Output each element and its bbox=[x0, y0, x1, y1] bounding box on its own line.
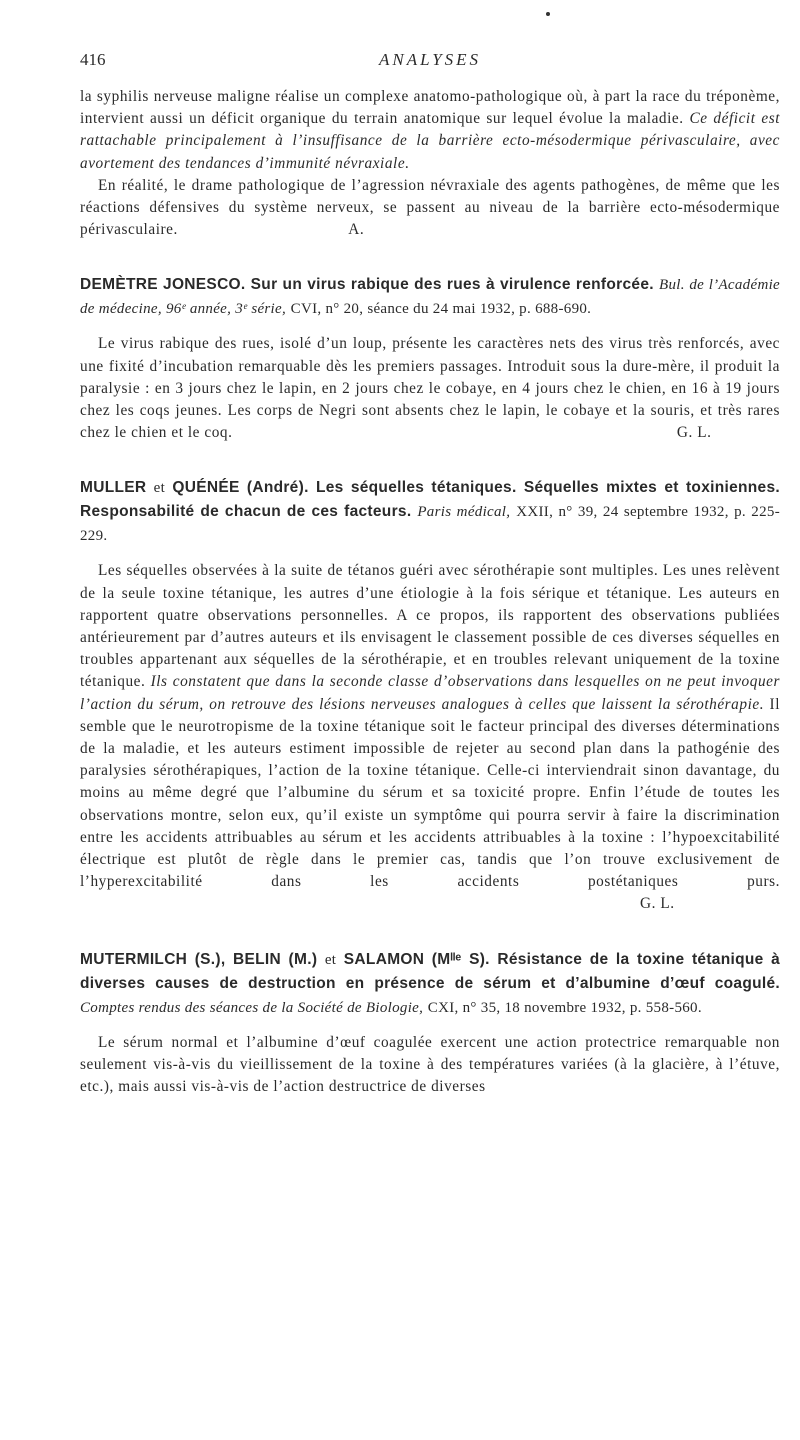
signature: G. L. bbox=[640, 895, 675, 913]
running-title: ANALYSES bbox=[378, 50, 482, 69]
entry-connector: et bbox=[153, 480, 166, 497]
abstract-entry bbox=[80, 476, 780, 915]
page-header bbox=[80, 50, 780, 80]
entry-summary: Le sérum normal et l’albumine d’œuf coagulée exercent une action protectrice remarquable non seulement vis-à-vis du vieillissement de la toxine à des températures variées (à la glacière, à l’étuve, etc.), mais aussi vis-à-vis de l’action destructrice de diverses bbox=[80, 1033, 780, 1096]
entry-summary-italic: Ils constatent que dans la seconde classe d’observations dans lesquelles on ne peut invoquer l’action du sérum, on retrouve des lésions nerveuses analogues à celles que laissent la sérothérapie. bbox=[80, 673, 780, 713]
entry-authors: MULLER bbox=[80, 479, 147, 497]
entry-authors-2: QUÉNÉE (André). bbox=[172, 479, 309, 497]
entry-citation: Bul. de l’Académie de médecine, 96ᵉ année, 3ᵉ série, bbox=[80, 277, 780, 318]
entry-authors-2: SALAMON (Mˡˡᵉ S). bbox=[343, 950, 490, 968]
entry-title: Sur un virus rabique des rues à virulence renforcée. bbox=[250, 276, 654, 294]
continued-paragraph-italic: Ce déficit est rattachable principalement à l’insuffisance de la barrière ecto-mésodermique périvasculaire, avec avortement des tendances d’immunité névraxiale. bbox=[80, 110, 780, 172]
abstract-entry bbox=[80, 948, 780, 1099]
entry-summary-end: Il semble que le neurotropisme de la toxine tétanique soit le facteur principal des diverses déterminations de la maladie, et les auteurs estiment impossible de rejeter au second plan dans la pathogénie des paralysies sérothérapiques, l’action de la toxine tétanique. Celle-ci interviendrait sinon davantage, du moins au même degré que l’albumine du sérum et sa toxicité propre. Enfin l’étude de toutes les observations montre, selon eux, qu’il existe un symptôme qui pourra servir à faire la discrimination entre les accidents attribuables au sérum et les accidents attribuables à la toxine : l’hypoexcitabilité électrique est plutôt de règle dans le premier cas, tandis que l’on trouve exclusivement de l’hyperexcitabilité dans les accidents postétaniques purs. bbox=[80, 695, 780, 891]
abstract-entry bbox=[80, 273, 780, 444]
entry-summary bbox=[80, 333, 780, 444]
continued-paragraph-2-text: En réalité, le drame pathologique de l’agression névraxiale des agents pathogènes, de même que les réactions défensives du système nerveux, se passent au niveau de la barrière ecto-mésodermique périvasculaire. bbox=[80, 176, 780, 239]
entry-citation: Paris médical, bbox=[417, 504, 511, 521]
entry-reference: XXII, n° 39, 24 septembre 1932, p. 225-229. bbox=[80, 504, 780, 545]
entry-authors: DEMÈTRE JONESCO. bbox=[80, 276, 246, 294]
signature: G. L. bbox=[676, 424, 712, 442]
entry-title: Les séquelles tétaniques. Séquelles mixtes et toxiniennes. Responsabilité de chacun de ces facteurs. bbox=[80, 479, 780, 521]
entry-authors: MUTERMILCH (S.), BELIN (M.) bbox=[80, 950, 318, 968]
page-number: 416 bbox=[80, 50, 106, 69]
entry-summary-text: Les séquelles observées à la suite de tétanos guéri avec sérothérapie sont multiples. Les unes relèvent de la seule toxine tétanique, les autres d’une étiologie à la fois sérique et tétanique. Les auteurs en rapportent quatre observations personnelles. A ce propos, ils rapportent des observations publiées antérieurement par d’autres auteurs et ils envisagent le classement possible de ces diverses séquelles en troubles appartenant aux séquelles de la sérothérapie, et en troubles relevant uniquement de la toxine tétanique. bbox=[80, 562, 780, 691]
entry-heading bbox=[80, 476, 780, 548]
entry-title: Résistance de la toxine tétanique à diverses causes de destruction en présence de sérum et d’albumine d’œuf coagulé. bbox=[80, 950, 781, 992]
entry-reference: CVI, n° 20, séance du 24 mai 1932, p. 688-690. bbox=[290, 301, 592, 318]
entry-summary bbox=[80, 560, 780, 915]
continued-paragraph-text: la syphilis nerveuse maligne réalise un complexe anatomo-pathologique où, à part la race du tréponème, intervient aussi un déficit organique du terrain anatomique sur lequel évolue la maladie. bbox=[80, 88, 780, 128]
continued-paragraph-2 bbox=[80, 175, 780, 242]
entry-summary-text: Le virus rabique des rues, isolé d’un loup, présente les caractères nets des virus très renforcés, avec une fixité d’incubation remarquable dès les premiers passages. Introduit sous la dure-mère, il produit la paralysie : en 3 jours chez le lapin, en 2 jours chez le cobaye, en 4 jours chez le chien, en 16 à 19 jours chez les coqs jeunes. Les corps de Negri sont absents chez le lapin, le cobaye et la souris, et très rares chez le chien et le coq. bbox=[80, 335, 780, 442]
entry-citation: Comptes rendus des séances de la Société de Biologie, bbox=[80, 999, 424, 1016]
entry-reference: CXI, n° 35, 18 novembre 1932, p. 558-560. bbox=[427, 999, 702, 1016]
signature: A. bbox=[348, 221, 365, 239]
text-column bbox=[80, 86, 780, 1098]
entry-heading bbox=[80, 273, 780, 321]
print-speck bbox=[546, 12, 550, 16]
entry-heading bbox=[80, 948, 780, 1020]
continued-paragraph bbox=[80, 86, 780, 175]
entry-connector: et bbox=[324, 951, 337, 968]
